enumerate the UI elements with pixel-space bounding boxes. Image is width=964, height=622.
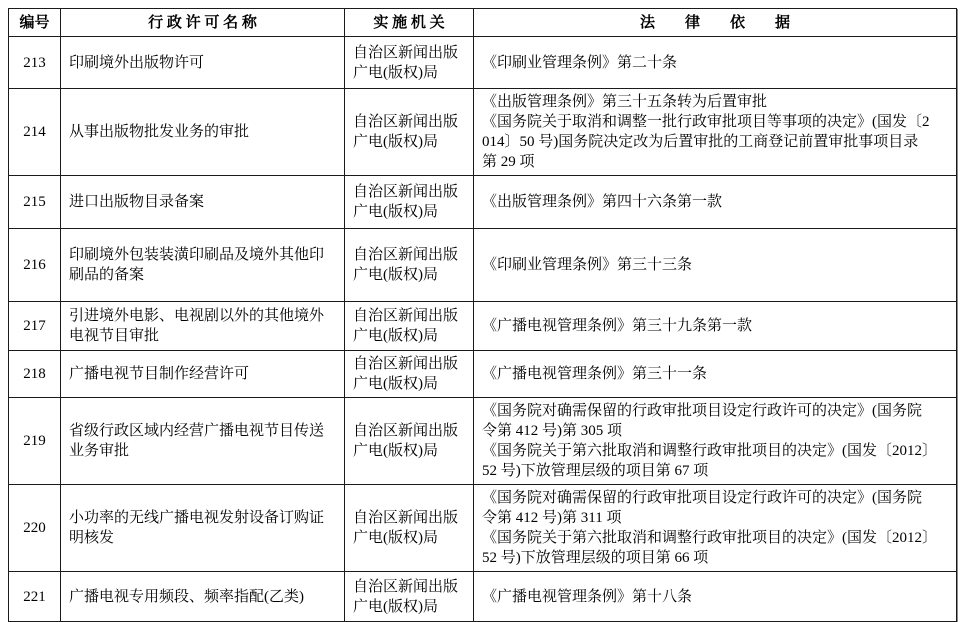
col-header-legal-basis: 法 律 依 据 — [474, 9, 957, 37]
table-header-row — [9, 9, 957, 37]
col-header-license-name: 行 政 许 可 名 称 — [61, 9, 345, 37]
license-name: 进口出版物目录备案 — [61, 176, 345, 229]
legal-basis-line: 《出版管理条例》第四十六条第一款 — [482, 194, 723, 210]
agency: 自治区新闻出版广电(版权)局 — [345, 485, 474, 572]
col-header-agency: 实 施 机 关 — [345, 9, 474, 37]
agency: 自治区新闻出版广电(版权)局 — [345, 229, 474, 302]
license-name: 广播电视节目制作经营许可 — [61, 351, 345, 398]
col-header-id: 编号 — [9, 9, 61, 37]
table-row — [9, 37, 957, 89]
legal-basis-line: 《国务院对确需保留的行政审批项目设定行政许可的决定》(国务院令第 412 号)第 305 项 — [482, 403, 922, 439]
legal-basis-line: 《广播电视管理条例》第三十一条 — [482, 366, 708, 382]
legal-basis-line: 《广播电视管理条例》第十八条 — [482, 588, 693, 605]
license-name: 印刷境外包装装潢印刷品及境外其他印刷品的备案 — [61, 229, 345, 302]
legal-basis-line: 《国务院对确需保留的行政审批项目设定行政许可的决定》(国务院令第 412 号)第 311 项 — [482, 490, 922, 526]
row-id: 216 — [9, 229, 61, 302]
agency: 自治区新闻出版广电(版权)局 — [345, 572, 474, 622]
table-row — [9, 572, 957, 622]
row-id: 215 — [9, 176, 61, 229]
legal-basis — [474, 89, 957, 176]
table-row — [9, 485, 957, 572]
legal-basis-line: 《国务院关于取消和调整一批行政审批项目等事项的决定》(国发〔2014〕50 号)国务院决定改为后置审批的工商登记前置审批事项目录第 29 项 — [482, 114, 930, 170]
legal-basis — [474, 398, 957, 485]
legal-basis-line: 《国务院关于第六批取消和调整行政审批项目的决定》(国发〔2012〕52 号)下放管理层级的项目第 67 项 — [482, 443, 930, 479]
table-row — [9, 89, 957, 176]
row-id: 214 — [9, 89, 61, 176]
legal-basis-line: 《出版管理条例》第三十五条转为后置审批 — [482, 94, 768, 110]
table-row — [9, 302, 957, 351]
legal-basis-line: 《印刷业管理条例》第二十条 — [482, 54, 678, 71]
license-name: 广播电视专用频段、频率指配(乙类) — [61, 572, 345, 622]
row-id: 218 — [9, 351, 61, 398]
legal-basis-line: 《广播电视管理条例》第三十九条第一款 — [482, 318, 753, 334]
agency: 自治区新闻出版广电(版权)局 — [345, 176, 474, 229]
license-name: 省级行政区域内经营广播电视节目传送业务审批 — [61, 398, 345, 485]
agency: 自治区新闻出版广电(版权)局 — [345, 351, 474, 398]
agency: 自治区新闻出版广电(版权)局 — [345, 398, 474, 485]
legal-basis — [474, 485, 957, 572]
admin-license-table — [8, 8, 957, 622]
row-id: 221 — [9, 572, 61, 622]
legal-basis — [474, 351, 957, 398]
agency: 自治区新闻出版广电(版权)局 — [345, 302, 474, 351]
agency: 自治区新闻出版广电(版权)局 — [345, 89, 474, 176]
legal-basis — [474, 176, 957, 229]
agency: 自治区新闻出版广电(版权)局 — [345, 37, 474, 89]
row-id: 217 — [9, 302, 61, 351]
legal-basis — [474, 229, 957, 302]
legal-basis — [474, 37, 957, 89]
license-name: 小功率的无线广播电视发射设备订购证明核发 — [61, 485, 345, 572]
row-id: 220 — [9, 485, 61, 572]
license-name: 引进境外电影、电视剧以外的其他境外电视节目审批 — [61, 302, 345, 351]
table-row — [9, 176, 957, 229]
legal-basis — [474, 572, 957, 622]
table-row — [9, 351, 957, 398]
row-id: 213 — [9, 37, 61, 89]
table-row — [9, 229, 957, 302]
row-id: 219 — [9, 398, 61, 485]
license-name: 印刷境外出版物许可 — [61, 37, 345, 89]
legal-basis — [474, 302, 957, 351]
legal-basis-line: 《国务院关于第六批取消和调整行政审批项目的决定》(国发〔2012〕52 号)下放管理层级的项目第 66 项 — [482, 530, 930, 566]
license-name: 从事出版物批发业务的审批 — [61, 89, 345, 176]
legal-basis-line: 《印刷业管理条例》第三十三条 — [482, 257, 693, 273]
table-row — [9, 398, 957, 485]
